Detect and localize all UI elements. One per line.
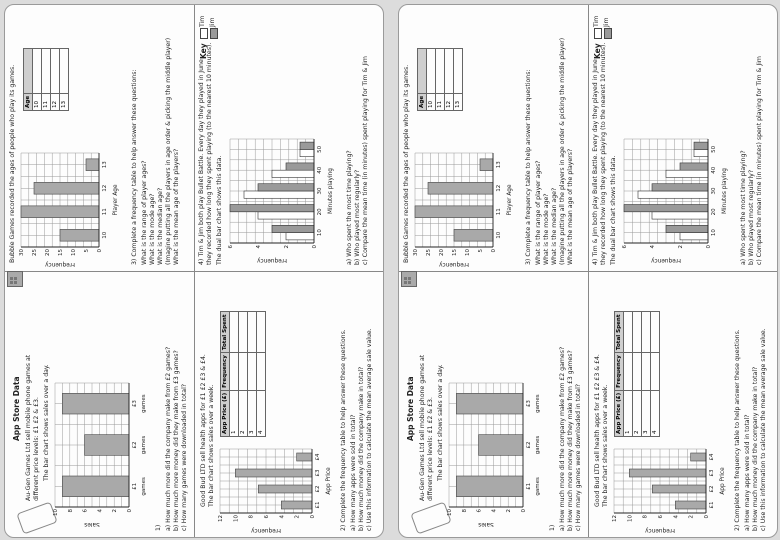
y-tick-label: 6 <box>264 515 270 519</box>
frequency-table <box>220 311 266 437</box>
question-a: a) Who spent the most time playing? <box>740 150 747 265</box>
x-axis-label: Minutes playing <box>328 168 334 214</box>
x-tick-label: £2 <box>315 485 321 493</box>
table-cell <box>436 48 445 93</box>
table-cell: 10 <box>427 93 436 110</box>
bar-tim <box>694 149 708 156</box>
x-tick-label: 40 <box>317 166 323 174</box>
player-age-bar-chart <box>17 147 121 267</box>
table-cell <box>239 353 248 391</box>
app-store-section <box>399 271 588 537</box>
y-tick-label: 4 <box>256 245 262 249</box>
bar <box>456 393 523 414</box>
bar <box>415 206 493 218</box>
player-age-bar-chart <box>411 147 515 267</box>
table-header <box>24 48 33 93</box>
question-b: b) How much more money did they make from £3 games? <box>173 350 180 531</box>
bar-tim <box>244 191 314 198</box>
question-b: b) Who played most regularly? <box>354 169 361 265</box>
x-tick-label: £3 <box>315 469 321 477</box>
section-title: App Store Data <box>406 376 415 441</box>
bar <box>62 393 129 414</box>
table-cell <box>642 312 651 353</box>
table-header: Age <box>24 93 33 110</box>
intro-line: they recorded how long they spent playing (to the nearest 10 minutes). <box>206 42 213 265</box>
y-tick-label: 6 <box>228 245 234 249</box>
y-tick-label: 4 <box>97 509 104 513</box>
table-header <box>418 48 427 93</box>
x-tick-label: £1 <box>526 482 532 490</box>
bar-tim <box>680 233 708 240</box>
table-cell <box>248 312 257 353</box>
worksheet-page-right <box>398 4 778 538</box>
bar <box>281 501 312 509</box>
table-cell <box>239 312 248 353</box>
age-frequency-table <box>23 48 69 111</box>
table-header: Total Spent <box>615 312 624 353</box>
bar <box>691 453 706 461</box>
intro-line: Bubble Games recorded the ages of people who play its games. <box>9 64 16 263</box>
table-cell: 11 <box>436 93 445 110</box>
x-axis-label: Player Age <box>113 184 119 216</box>
key-jim-label: Jim <box>209 17 216 27</box>
intro-line: Good Bud LTD sell health apps for £1 £2 £3 & £4. <box>594 354 601 507</box>
question-d: (Imagine putting all the players in age order & picking the middle player) <box>559 37 566 265</box>
question-e: What is the mean age of the players? <box>567 148 574 265</box>
table-cell <box>633 312 642 353</box>
intro-line: The dual bar chart shows this data. <box>610 155 617 265</box>
key-tim-swatch <box>200 28 208 39</box>
question-a: a) How many apps were sold in total? <box>744 414 751 531</box>
table-cell: 11 <box>42 93 51 110</box>
table-row <box>454 48 463 110</box>
table-cell <box>445 48 454 93</box>
table-row <box>624 312 633 437</box>
y-axis-label: Frequency <box>645 527 675 533</box>
intro-line: The bar chart shows sales over a day. <box>437 364 444 481</box>
bar-jim <box>652 184 708 191</box>
table-row <box>33 48 42 110</box>
calculator-icon <box>401 271 417 287</box>
bar <box>629 469 706 477</box>
y-tick-label: 10 <box>627 515 634 522</box>
table-cell: 1 <box>624 390 633 436</box>
table-cell <box>60 48 69 93</box>
bar <box>62 476 129 497</box>
table-row <box>248 312 257 437</box>
y-axis-label: Frequency <box>251 527 281 533</box>
y-axis-label: Frequency <box>651 257 681 263</box>
bar-jim <box>230 205 314 212</box>
x-tick-label: 13 <box>496 161 502 169</box>
table-cell <box>624 312 633 353</box>
x-category-caption: games <box>141 477 147 496</box>
x-tick-label: 30 <box>317 187 323 195</box>
table-row <box>239 312 248 437</box>
table-cell: 4 <box>257 390 266 436</box>
x-tick-label: 20 <box>317 208 323 216</box>
x-tick-label: £3 <box>526 400 532 408</box>
question-c: c) Compare the mean time (in minutes) spent playing for Tim & Jim <box>362 56 369 265</box>
bar <box>652 485 706 493</box>
x-tick-label: £4 <box>709 453 715 461</box>
table-row <box>427 48 436 110</box>
app-sales-bar-chart <box>445 377 545 527</box>
question-c: What is the median age? <box>157 187 164 265</box>
bar-tim <box>286 233 314 240</box>
y-tick-label: 8 <box>642 515 649 519</box>
y-tick-label: 4 <box>650 245 656 249</box>
y-axis-label: Sales <box>478 521 494 527</box>
table-cell: 1 <box>230 390 239 436</box>
y-tick-label: 6 <box>622 245 628 249</box>
bar <box>479 435 523 456</box>
y-tick-label: 0 <box>127 509 133 513</box>
x-tick-label: £1 <box>132 482 138 490</box>
intro-line: Good Bud LTD sell health apps for £1 £2 £3 & £4. <box>200 354 207 507</box>
x-tick-label: £3 <box>132 400 138 408</box>
y-tick-label: 8 <box>67 509 74 513</box>
question-a: What is the range of player ages? <box>535 160 542 265</box>
y-tick-label: 20 <box>439 249 445 256</box>
question-a: a) How much more did the company make from £2 games? <box>559 346 566 531</box>
table-cell <box>651 312 660 353</box>
bar <box>34 182 99 194</box>
y-tick-label: 12 <box>612 515 618 522</box>
question-a: What is the range of player ages? <box>141 160 148 265</box>
intro-line: they recorded how long they spent playing (to the nearest 10 minutes). <box>600 42 607 265</box>
calculator-icon <box>7 271 23 287</box>
table-cell: 12 <box>51 93 60 110</box>
table-row <box>436 48 445 110</box>
health-apps-section <box>588 271 777 537</box>
question-number: 3) Complete a frequency table to help answer these questions: <box>131 69 138 265</box>
key-tim-label: Tim <box>593 15 600 27</box>
table-row <box>42 48 51 110</box>
x-category-caption: games <box>141 435 147 455</box>
y-tick-label: 0 <box>312 245 318 249</box>
y-tick-label: 10 <box>465 249 471 256</box>
x-tick-label: 11 <box>496 208 502 216</box>
bar <box>235 469 312 477</box>
table-cell: 2 <box>633 390 642 436</box>
table-cell: 2 <box>239 390 248 436</box>
intro-line: different price levels: £1 £2 & £3. <box>33 397 40 501</box>
bar-jim <box>300 142 314 149</box>
y-tick-label: 30 <box>413 249 419 256</box>
x-tick-label: 30 <box>711 187 717 195</box>
table-cell <box>248 353 257 391</box>
question-b: b) How much more money did they make from £3 games? <box>567 350 574 531</box>
y-tick-label: 25 <box>32 249 38 256</box>
bullet-battle-section <box>588 5 777 271</box>
question-c: c) Use this information to calculate the mean average sale value. <box>760 328 767 531</box>
x-tick-label: 11 <box>102 208 108 216</box>
question-d: (Imagine putting all the players in age order & picking the middle player) <box>165 37 172 265</box>
y-tick-label: 2 <box>688 515 695 519</box>
x-tick-label: 10 <box>317 229 323 237</box>
health-apps-bar-chart <box>216 443 334 533</box>
bar-tim <box>300 149 314 156</box>
minutes-playing-dual-bar-chart <box>620 133 730 263</box>
key-label: Key <box>593 43 602 59</box>
bar-tim <box>272 170 314 177</box>
bar <box>456 476 523 497</box>
x-tick-label: £2 <box>526 441 532 449</box>
y-tick-label: 8 <box>461 509 468 513</box>
table-cell: 10 <box>33 93 42 110</box>
bar-tim <box>258 212 314 219</box>
y-tick-label: 0 <box>310 515 316 519</box>
question-c: c) How many games were downloaded in total? <box>575 383 582 531</box>
x-tick-label: 40 <box>711 166 717 174</box>
app-store-section <box>5 271 194 537</box>
bullet-battle-section <box>194 5 383 271</box>
bar-jim <box>666 225 708 232</box>
table-cell <box>42 48 51 93</box>
x-category-caption: games <box>535 435 541 455</box>
table-header: Total Spent <box>221 312 230 353</box>
y-tick-label: 10 <box>233 515 240 522</box>
question-b: b) How much money did the company make in total? <box>358 366 365 531</box>
table-row <box>60 48 69 110</box>
bar-jim <box>624 205 708 212</box>
bar <box>297 453 312 461</box>
table-cell <box>633 353 642 391</box>
bar-tim <box>666 170 708 177</box>
x-tick-label: £2 <box>132 441 138 449</box>
question-a: a) How much more did the company make from £2 games? <box>165 346 172 531</box>
table-cell <box>624 353 633 391</box>
key-tim-label: Tim <box>199 15 206 27</box>
question-number: 1) <box>549 524 556 531</box>
question-number: 2) Complete the frequency table to help answer these questions. <box>340 329 347 531</box>
y-tick-label: 10 <box>447 509 453 516</box>
x-axis-label: Minutes playing <box>722 168 728 214</box>
bar-tim <box>652 212 708 219</box>
table-cell <box>230 353 239 391</box>
table-cell: 12 <box>445 93 454 110</box>
x-axis-label: App Price <box>326 467 332 495</box>
question-b: b) Who played most regularly? <box>748 169 755 265</box>
table-cell: 3 <box>642 390 651 436</box>
x-tick-label: 20 <box>711 208 717 216</box>
question-e: What is the mean age of the players? <box>173 148 180 265</box>
x-tick-label: £1 <box>709 501 715 509</box>
bar <box>258 485 312 493</box>
y-tick-label: 2 <box>294 515 301 519</box>
bar <box>86 159 99 171</box>
health-apps-section <box>194 271 383 537</box>
bar <box>480 159 493 171</box>
y-tick-label: 0 <box>521 509 527 513</box>
y-tick-label: 6 <box>82 509 89 513</box>
frequency-table <box>614 311 660 437</box>
intro-line: The bar chart shows sales over a day. <box>43 364 50 481</box>
question-b: What is the mode age? <box>543 193 550 265</box>
y-tick-label: 12 <box>218 515 224 522</box>
bar <box>60 229 99 241</box>
table-cell: 13 <box>60 93 69 110</box>
table-cell: 4 <box>651 390 660 436</box>
question-number: 2) Complete the frequency table to help answer these questions. <box>734 329 741 531</box>
bar <box>21 206 99 218</box>
table-row <box>230 312 239 437</box>
x-tick-label: 12 <box>496 184 502 192</box>
question-a: a) How many apps were sold in total? <box>350 414 357 531</box>
key-jim-swatch <box>210 28 218 39</box>
table-row <box>445 48 454 110</box>
intro-line: Au-Gen Games Ltd sell mobile phone games at <box>419 354 426 501</box>
question-number: 1) <box>155 524 162 531</box>
y-tick-label: 0 <box>491 249 497 253</box>
table-cell <box>454 48 463 93</box>
question-c: What is the median age? <box>551 187 558 265</box>
y-tick-label: 6 <box>476 509 483 513</box>
bar <box>428 182 493 194</box>
intro-line: The bar chart shows sales over a week. <box>208 384 215 507</box>
table-header: Frequency <box>221 353 230 391</box>
intro-line: 4) Tim & Jim both play Bullet Battle. Every day they played in June <box>592 59 599 265</box>
intro-line: Au-Gen Games Ltd sell mobile phone games at <box>25 354 32 501</box>
intro-line: 4) Tim & Jim both play Bullet Battle. Every day they played in June <box>198 59 205 265</box>
table-cell <box>51 48 60 93</box>
bar-tim <box>638 191 708 198</box>
table-header: App Price (£) <box>615 390 624 436</box>
question-c: c) Use this information to calculate the mean average sale value. <box>366 328 373 531</box>
x-tick-label: £2 <box>709 485 715 493</box>
app-sales-bar-chart <box>51 377 151 527</box>
table-cell <box>257 312 266 353</box>
table-row <box>257 312 266 437</box>
table-row <box>651 312 660 437</box>
x-tick-label: £1 <box>315 501 321 509</box>
table-cell <box>33 48 42 93</box>
y-tick-label: 4 <box>673 515 680 519</box>
y-tick-label: 2 <box>678 245 684 249</box>
question-a: a) Who spent the most time playing? <box>346 150 353 265</box>
intro-line: The bar chart shows sales over a week. <box>602 384 609 507</box>
bar <box>675 501 706 509</box>
section-title: App Store Data <box>12 376 21 441</box>
table-row <box>51 48 60 110</box>
y-tick-label: 0 <box>97 249 103 253</box>
y-tick-label: 2 <box>506 509 513 513</box>
x-tick-label: £4 <box>315 453 321 461</box>
table-header: Age <box>418 93 427 110</box>
y-tick-label: 15 <box>452 249 458 256</box>
y-tick-label: 30 <box>19 249 25 256</box>
bar-jim <box>272 225 314 232</box>
y-tick-label: 4 <box>279 515 286 519</box>
y-tick-label: 5 <box>84 249 90 253</box>
worksheet-page-left <box>4 4 384 538</box>
x-tick-label: 50 <box>317 145 323 153</box>
key-jim-label: Jim <box>603 17 610 27</box>
bubble-games-section <box>5 5 194 271</box>
y-tick-label: 25 <box>426 249 432 256</box>
table-row <box>642 312 651 437</box>
x-tick-label: £3 <box>709 469 715 477</box>
bar-jim <box>286 163 314 170</box>
intro-line: Bubble Games recorded the ages of people who play its games. <box>403 64 410 263</box>
age-frequency-table <box>417 48 463 111</box>
intro-line: different price levels: £1 £2 & £3. <box>427 397 434 501</box>
table-cell <box>257 353 266 391</box>
y-tick-label: 5 <box>478 249 484 253</box>
x-category-caption: games <box>535 477 541 496</box>
question-c: c) Compare the mean time (in minutes) spent playing for Tim & Jim <box>756 56 763 265</box>
x-tick-label: 12 <box>102 184 108 192</box>
question-number: 3) Complete a frequency table to help answer these questions: <box>525 69 532 265</box>
y-tick-label: 0 <box>704 515 710 519</box>
bar-jim <box>680 163 708 170</box>
minutes-playing-dual-bar-chart <box>226 133 336 263</box>
y-axis-label: Frequency <box>45 261 75 267</box>
health-apps-bar-chart <box>610 443 728 533</box>
y-tick-label: 4 <box>491 509 498 513</box>
table-cell <box>230 312 239 353</box>
table-cell <box>427 48 436 93</box>
y-tick-label: 6 <box>658 515 664 519</box>
x-tick-label: 13 <box>102 161 108 169</box>
y-tick-label: 20 <box>45 249 51 256</box>
table-header: Frequency <box>615 353 624 391</box>
table-cell <box>651 353 660 391</box>
table-header: App Price (£) <box>221 390 230 436</box>
bar <box>85 435 129 456</box>
question-b: b) How much money did the company make in total? <box>752 366 759 531</box>
intro-line: The dual bar chart shows this data. <box>216 155 223 265</box>
y-axis-label: Sales <box>84 521 100 527</box>
x-category-caption: games <box>535 394 541 413</box>
key-jim-swatch <box>604 28 612 39</box>
table-row <box>633 312 642 437</box>
question-c: c) How many games were downloaded in total? <box>181 383 188 531</box>
y-tick-label: 2 <box>112 509 119 513</box>
key-label: Key <box>199 43 208 59</box>
y-tick-label: 15 <box>58 249 64 256</box>
y-tick-label: 2 <box>284 245 290 249</box>
y-tick-label: 8 <box>248 515 255 519</box>
bar-jim <box>258 184 314 191</box>
table-cell: 13 <box>454 93 463 110</box>
key-tim-swatch <box>594 28 602 39</box>
x-axis-label: Player Age <box>507 184 513 216</box>
y-axis-label: Frequency <box>257 257 287 263</box>
x-axis-label: App Price <box>720 467 726 495</box>
y-tick-label: 10 <box>53 509 59 516</box>
bubble-games-section <box>399 5 588 271</box>
question-b: What is the mode age? <box>149 193 156 265</box>
y-tick-label: 0 <box>706 245 712 249</box>
y-axis-label: Frequency <box>439 261 469 267</box>
bar-jim <box>694 142 708 149</box>
table-cell <box>642 353 651 391</box>
y-tick-label: 10 <box>71 249 77 256</box>
x-tick-label: 10 <box>711 229 717 237</box>
x-tick-label: 10 <box>496 231 502 239</box>
x-tick-label: 50 <box>711 145 717 153</box>
x-category-caption: games <box>141 394 147 413</box>
bar <box>454 229 493 241</box>
table-cell: 3 <box>248 390 257 436</box>
x-tick-label: 10 <box>102 231 108 239</box>
